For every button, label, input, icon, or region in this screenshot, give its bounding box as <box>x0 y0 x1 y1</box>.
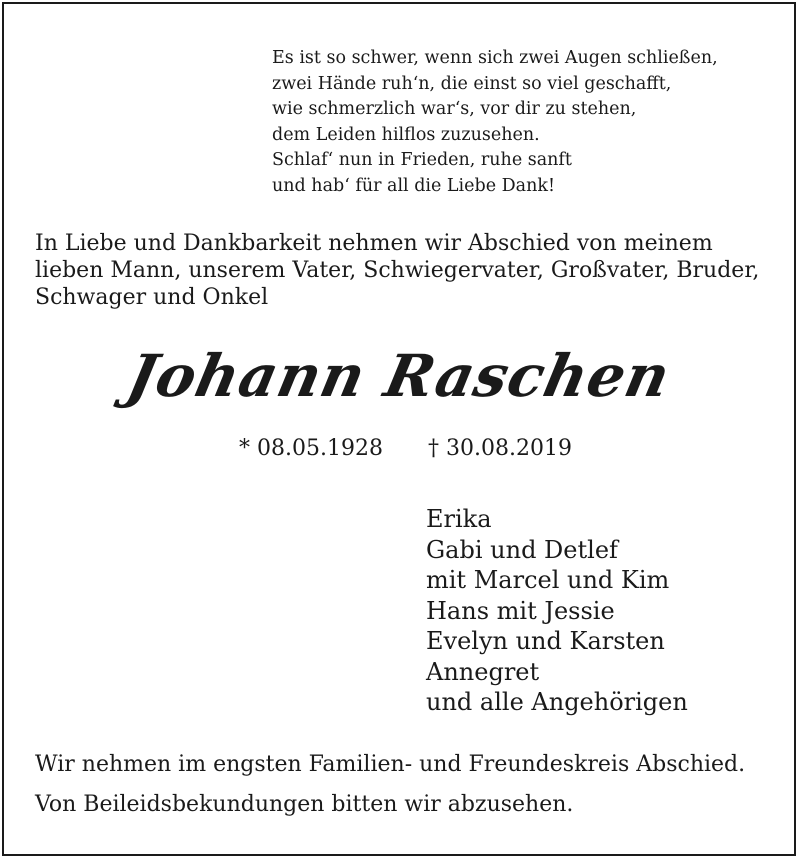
intro-line: Schwager und Onkel <box>35 285 269 310</box>
deceased-name: Johann Raschen <box>121 342 677 410</box>
family-member: Erika <box>426 505 492 533</box>
family-member: mit Marcel und Kim <box>426 566 670 594</box>
poem-line: Es ist so schwer, wenn sich zwei Augen schließen, <box>272 48 718 68</box>
death-date: † 30.08.2019 <box>428 436 572 461</box>
obituary-notice <box>2 2 796 856</box>
poem-line: dem Leiden hilflos zuzusehen. <box>272 124 540 145</box>
family-list <box>426 504 688 718</box>
family-member: Hans mit Jessie <box>426 596 615 625</box>
intro-line: In Liebe und Dankbarkeit nehmen wir Abschied von meinem <box>35 231 713 256</box>
family-member: Evelyn und Karsten <box>426 627 665 655</box>
closing-line-farewell: Wir nehmen im engsten Familien- und Freundeskreis Abschied. <box>35 752 746 777</box>
family-member: Gabi und Detlef <box>426 535 618 564</box>
intro-text <box>35 230 775 311</box>
birth-date: * 08.05.1928 <box>239 436 383 461</box>
poem-line: wie schmerzlich war‘s, vor dir zu stehen, <box>272 99 637 119</box>
poem-line: Schlaf‘ nun in Frieden, ruhe sanft <box>272 150 572 170</box>
poem-line: und hab‘ für all die Liebe Dank! <box>272 175 555 196</box>
closing-line-condolences: Von Beileidsbekundungen bitten wir abzusehen. <box>35 792 574 817</box>
family-member: Annegret <box>426 657 540 686</box>
family-member: und alle Angehörigen <box>426 688 688 716</box>
poem <box>272 46 718 199</box>
poem-line: zwei Hände ruh‘n, die einst so viel geschafft, <box>272 73 672 94</box>
intro-line: lieben Mann, unserem Vater, Schwiegervater, Großvater, Bruder, <box>35 258 760 283</box>
